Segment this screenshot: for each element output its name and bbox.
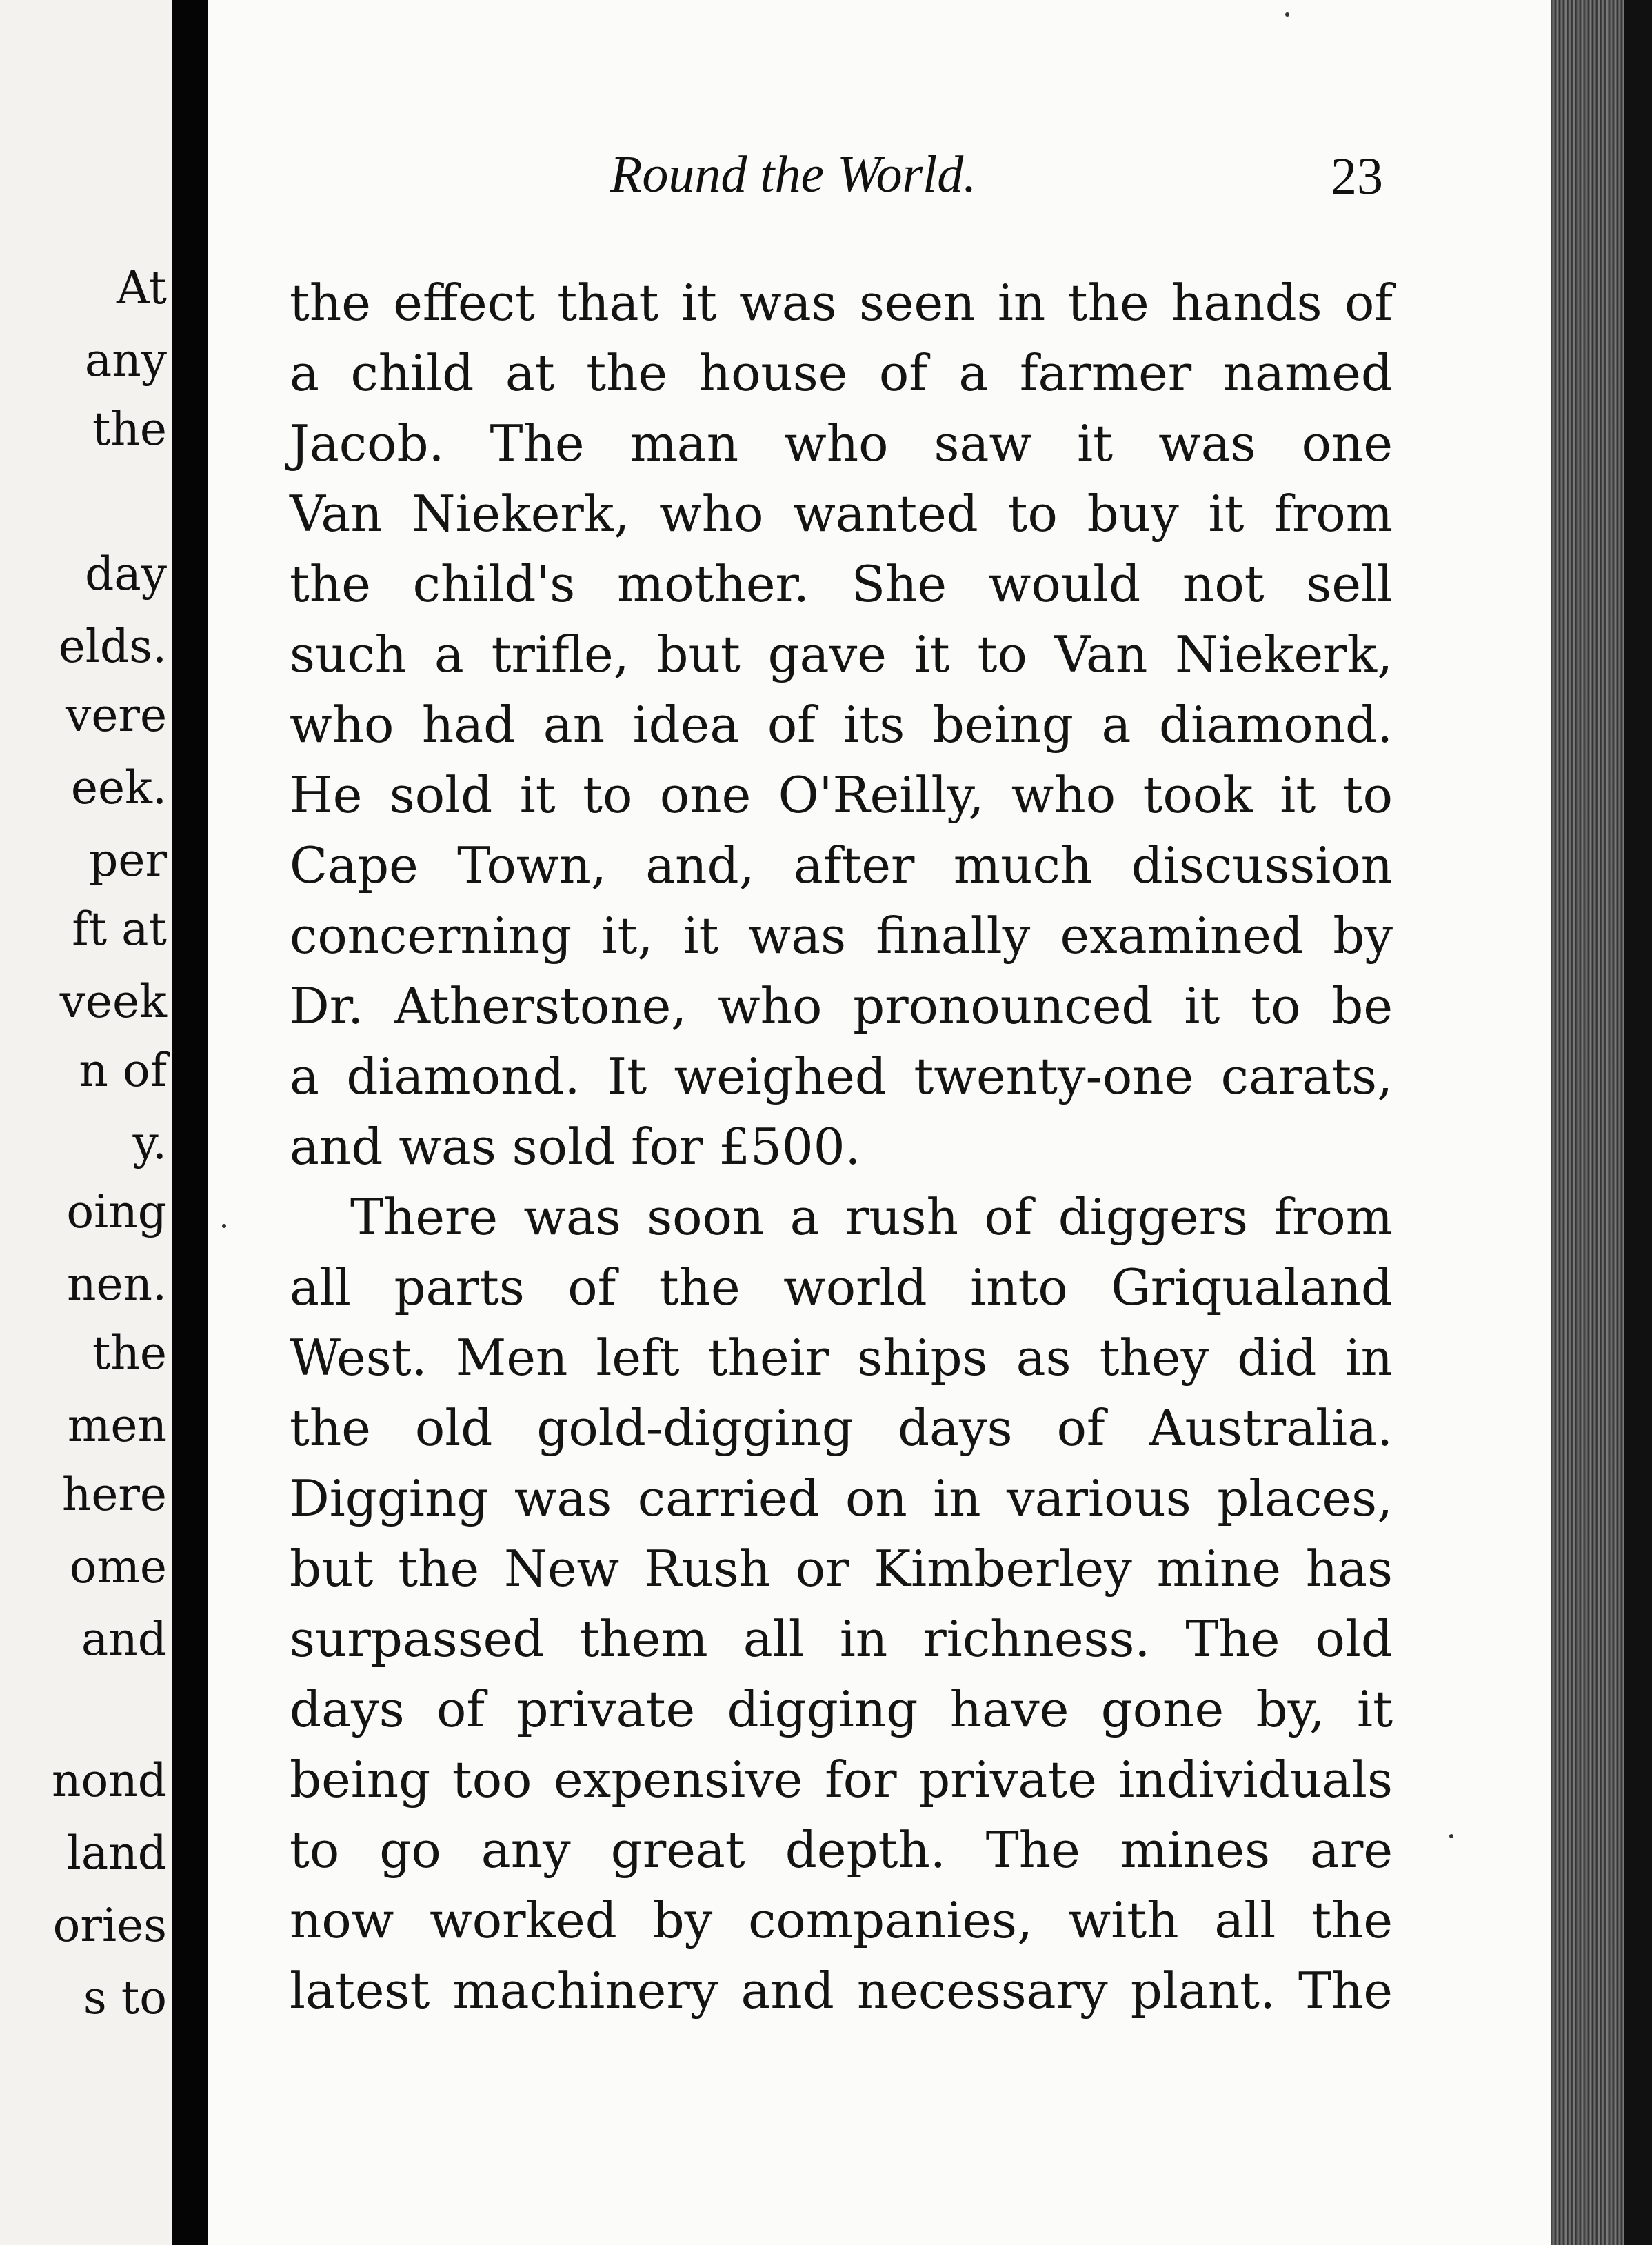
facing-page-fragment: eek.	[70, 761, 167, 814]
facing-page-fragment: At	[116, 261, 167, 314]
text-line: concerning it, it was finally examined by	[290, 907, 1393, 965]
facing-page-fragment: men	[67, 1399, 167, 1452]
facing-page-edge	[0, 0, 172, 2245]
facing-page-fragment: day	[85, 547, 167, 601]
facing-page-fragment: ories	[52, 1899, 167, 1952]
facing-page-fragment: n of	[79, 1044, 167, 1097]
text-line: being too expensive for private individuals	[290, 1751, 1393, 1809]
text-line: There was soon a rush of diggers from	[350, 1188, 1393, 1246]
text-line: such a trifle, but gave it to Van Niekerk,	[290, 625, 1393, 683]
text-line: Van Niekerk, who wanted to buy it from	[290, 485, 1393, 543]
facing-page-fragment: ome	[69, 1540, 167, 1593]
facing-page-fragment: y.	[132, 1116, 167, 1169]
text-line: latest machinery and necessary plant. The	[290, 1962, 1393, 2020]
text-line: and was sold for £500.	[290, 1118, 861, 1176]
facing-page-fragment: and	[81, 1613, 167, 1666]
text-line: the old gold-digging days of Australia.	[290, 1399, 1393, 1457]
text-line: Dr. Atherstone, who pronounced it to be	[290, 977, 1393, 1035]
facing-page-fragment: any	[84, 334, 167, 387]
page-number: 23	[1331, 148, 1383, 205]
text-line: but the New Rush or Kimberley mine has	[290, 1540, 1393, 1598]
text-line: all parts of the world into Griqualand	[290, 1258, 1393, 1316]
facing-page-fragment: vere	[66, 689, 167, 742]
facing-page-fragment: s to	[83, 1971, 167, 2024]
text-line: Digging was carried on in various places,	[290, 1469, 1393, 1527]
facing-page-fragment: veek	[59, 975, 167, 1028]
book-cover-edge	[1624, 0, 1652, 2245]
text-line: surpassed them all in richness. The old	[290, 1610, 1393, 1668]
text-line: who had an idea of its being a diamond.	[290, 696, 1393, 754]
facing-page-fragment: oing	[66, 1185, 167, 1238]
facing-page-fragment: elds.	[58, 620, 167, 673]
facing-page-fragment: ft at	[72, 903, 167, 956]
facing-page-fragment: nen.	[66, 1258, 167, 1311]
facing-page-fragment: land	[66, 1826, 167, 1880]
facing-page-fragment: per	[89, 834, 167, 887]
text-line: a diamond. It weighed twenty-one carats,	[290, 1047, 1393, 1105]
facing-page-fragment: here	[61, 1468, 167, 1521]
text-line: the child's mother. She would not sell	[290, 555, 1393, 613]
text-line: Jacob. The man who saw it was one	[290, 414, 1393, 472]
text-line: He sold it to one O'Reilly, who took it to	[290, 766, 1393, 824]
text-line: a child at the house of a farmer named	[290, 344, 1393, 402]
text-line: to go any great depth. The mines are	[290, 1821, 1393, 1879]
book-gutter	[172, 0, 208, 2245]
facing-page-fragment: the	[92, 1327, 167, 1380]
text-line: Cape Town, and, after much discussion	[290, 836, 1393, 894]
text-line: West. Men left their ships as they did in	[290, 1329, 1393, 1387]
text-line: now worked by companies, with all the	[290, 1891, 1393, 1949]
text-line: the effect that it was seen in the hands of	[290, 274, 1393, 332]
running-title: Round the World.	[610, 145, 977, 203]
page-block-edge	[1551, 0, 1652, 2245]
body-text	[290, 268, 1393, 2026]
text-line: days of private digging have gone by, it	[290, 1680, 1393, 1738]
facing-page-fragment: nond	[52, 1754, 167, 1807]
facing-page-fragment: the	[92, 403, 167, 456]
